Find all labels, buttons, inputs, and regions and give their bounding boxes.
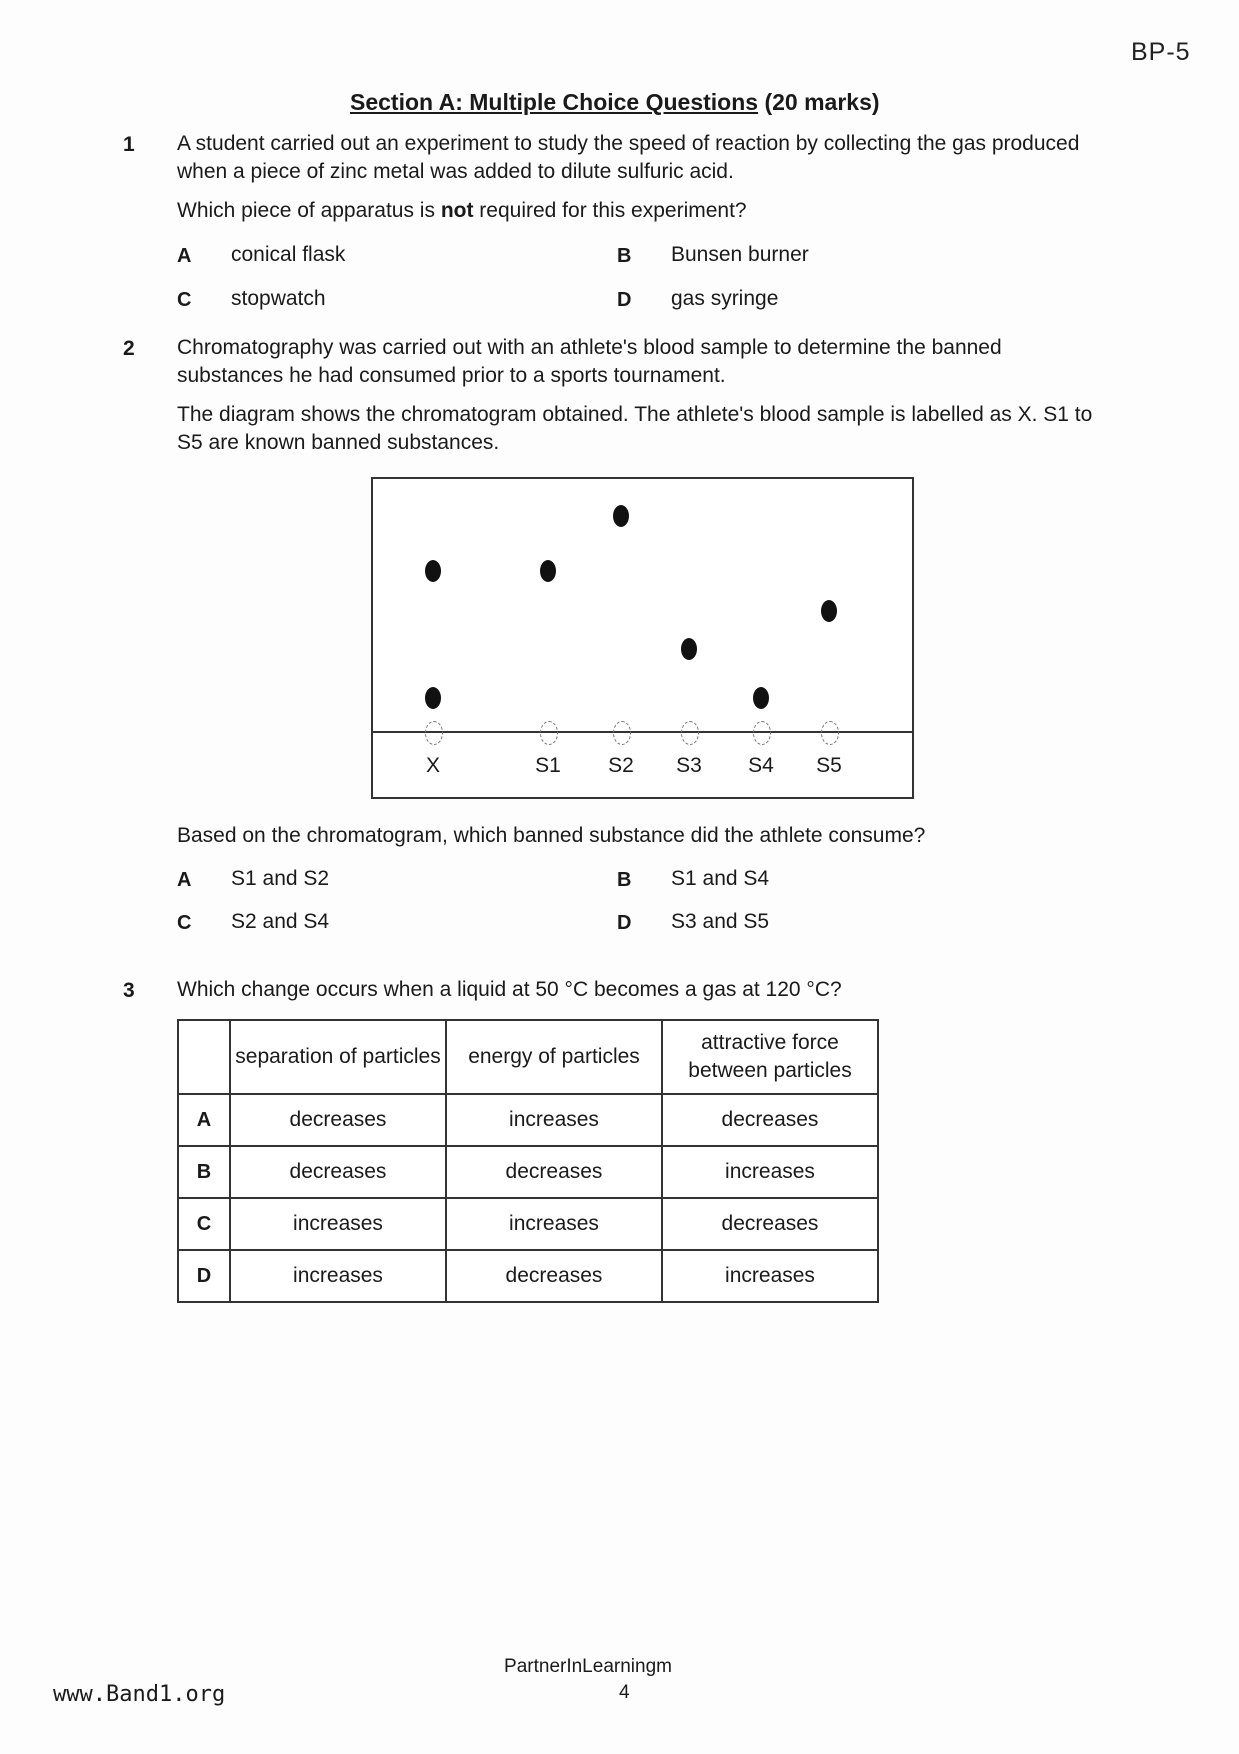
option-letter-a: A (177, 869, 192, 891)
table-header-empty (178, 1020, 230, 1094)
table-cell: decreases (446, 1146, 662, 1198)
question-2-prompt: Based on the chromatogram, which banned substance did the athlete consume? (177, 824, 926, 847)
section-marks: (20 marks) (758, 89, 880, 115)
table-header: separation of particles (230, 1020, 446, 1094)
origin-spot (613, 721, 631, 745)
section-title-text: Section A: Multiple Choice Questions (350, 89, 759, 115)
row-letter: C (178, 1198, 230, 1250)
question-1-text: A student carried out an experiment to study the speed of reaction by collecting the gas produced when a piece of zinc metal was added to dilute sulfuric acid. (177, 132, 1080, 183)
option-letter-d: D (617, 912, 632, 934)
spot-s2 (613, 505, 629, 527)
page-number: 4 (619, 1682, 630, 1703)
origin-spot (425, 721, 443, 745)
prompt-text: Which piece of apparatus is (177, 199, 441, 222)
table-row[interactable] (178, 1198, 878, 1250)
option-letter-b: B (617, 245, 632, 267)
table-cell: increases (662, 1250, 878, 1302)
answer-table (177, 1019, 879, 1303)
option-letter-b: B (617, 869, 632, 891)
lane-label-s3: S3 (676, 754, 702, 777)
option-letter-d: D (617, 289, 632, 311)
table-header: energy of particles (446, 1020, 662, 1094)
row-letter: D (178, 1250, 230, 1302)
question-3-prompt: Which change occurs when a liquid at 50 °C becomes a gas at 120 °C? (177, 978, 842, 1001)
option-c[interactable]: stopwatch (231, 287, 326, 310)
lane-label-x: X (425, 754, 440, 777)
spot-s4 (753, 687, 769, 709)
chromatogram-diagram (371, 477, 914, 799)
lane-label-s5: S5 (816, 754, 842, 777)
table-cell: increases (446, 1094, 662, 1146)
option-c[interactable]: S2 and S4 (231, 910, 330, 933)
table-cell: decreases (230, 1094, 446, 1146)
table-cell: decreases (230, 1146, 446, 1198)
question-2-text-2: The diagram shows the chromatogram obtained. The athlete's blood sample is labelled as X. S1 to S5 are known banned substances. (177, 403, 1093, 454)
lane-label-s4: S4 (748, 754, 774, 777)
option-letter-c: C (177, 912, 192, 934)
spot-x-2 (425, 560, 441, 582)
table-cell: decreases (446, 1250, 662, 1302)
option-letter-c: C (177, 289, 192, 311)
spot-s5 (821, 600, 837, 622)
option-b[interactable]: Bunsen burner (671, 243, 809, 266)
table-header-row (178, 1020, 878, 1094)
row-letter: A (178, 1094, 230, 1146)
table-cell: decreases (662, 1094, 878, 1146)
spot-x-1 (425, 687, 441, 709)
prompt-emphasis: not (440, 199, 474, 222)
origin-spot (681, 721, 699, 745)
option-letter-a: A (177, 245, 192, 267)
origin-spot (540, 721, 558, 745)
question-2-text-1: Chromatography was carried out with an athlete's blood sample to determine the banned substances he had consumed prior to a sports tournament. (177, 336, 1002, 387)
lane-label-s1: S1 (535, 754, 561, 777)
table-row[interactable] (178, 1250, 878, 1302)
row-letter: B (178, 1146, 230, 1198)
question-number-2: 2 (123, 337, 135, 360)
table-header: attractive force between particles (662, 1020, 878, 1094)
table-cell: increases (230, 1198, 446, 1250)
table-row[interactable] (178, 1094, 878, 1146)
question-number-1: 1 (123, 133, 135, 156)
origin-spot (821, 721, 839, 745)
page-code: BP-5 (1131, 38, 1191, 66)
option-d[interactable]: S3 and S5 (671, 910, 770, 933)
option-d[interactable]: gas syringe (671, 287, 779, 310)
lane-label-s2: S2 (608, 754, 634, 777)
question-number-3: 3 (123, 979, 135, 1002)
footer-url[interactable]: www.Band1.org (53, 1682, 226, 1707)
table-cell: increases (446, 1198, 662, 1250)
spot-s1 (540, 560, 556, 582)
spot-s3 (681, 638, 697, 660)
prompt-text: required for this experiment? (473, 199, 747, 222)
option-a[interactable]: conical flask (231, 243, 346, 266)
table-cell: decreases (662, 1198, 878, 1250)
table-cell: increases (230, 1250, 446, 1302)
question-1-prompt (177, 197, 747, 225)
option-b[interactable]: S1 and S4 (671, 867, 770, 890)
option-a[interactable]: S1 and S2 (231, 867, 330, 890)
table-cell: increases (662, 1146, 878, 1198)
section-title (350, 89, 880, 116)
table-row[interactable] (178, 1146, 878, 1198)
footer-watermark: PartnerInLearningm (504, 1656, 672, 1677)
origin-spot (753, 721, 771, 745)
